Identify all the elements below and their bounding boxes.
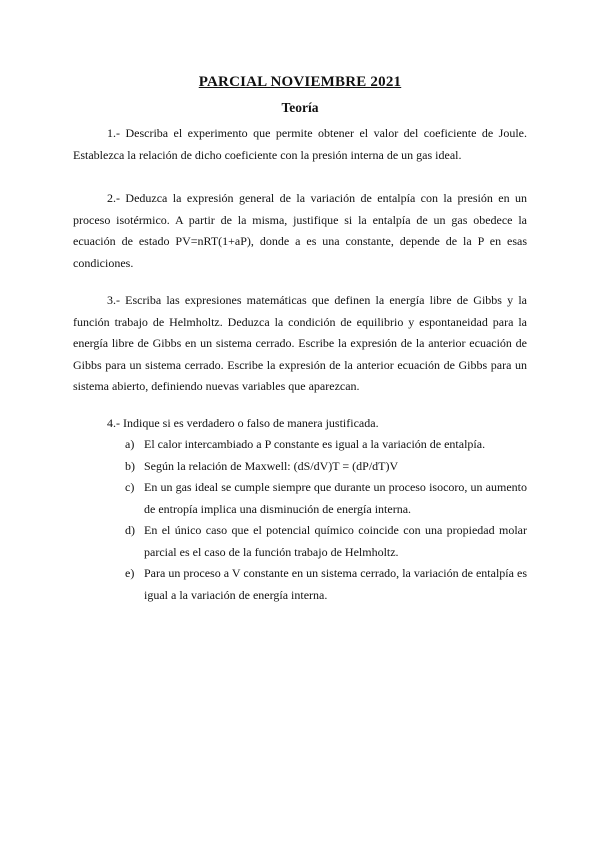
item-text: En un gas ideal se cumple siempre que durante un proceso isocoro, un aumento de entropía implica una disminución de energía interna.	[144, 480, 527, 516]
question-1: 1.- Describa el experimento que permite obtener el valor del coeficiente de Joule. Establezca la relación de dicho coeficiente con la presión interna de un gas ideal.	[73, 126, 527, 162]
item-text: Para un proceso a V constante en un sistema cerrado, la variación de entalpía es igual a la variación de energía interna.	[144, 566, 527, 602]
item-label: a)	[125, 437, 135, 451]
list-item	[73, 477, 527, 520]
item-label: c)	[125, 480, 135, 494]
question-4-items	[73, 434, 527, 606]
question-3: 3.- Escriba las expresiones matemáticas que definen la energía libre de Gibbs y la función trabajo de Helmholtz. Deduzca la condición de equilibrio y espontaneidad para la energía libre de Gibbs en un sistema cerrado. Escribe la expresión de la anterior ecuación de Gibbs para un sistema cerrado. Escribe la expresión de la anterior ecuación de Gibbs para un sistema abierto, definiendo nuevas variables que aparezcan.	[73, 293, 527, 393]
item-label: d)	[125, 523, 135, 537]
list-item	[73, 456, 527, 478]
list-item	[73, 520, 527, 563]
question-2: 2.- Deduzca la expresión general de la variación de entalpía con la presión en un proceso isotérmico. A partir de la misma, justifique si la entalpía de un gas obedece la ecuación de estado PV=nRT(1+aP), donde a es una constante, depende de la P en esas condiciones.	[73, 191, 527, 270]
item-text: El calor intercambiado a P constante es igual a la variación de entalpía.	[144, 437, 486, 451]
item-label: e)	[125, 566, 135, 580]
item-text: Según la relación de Maxwell: (dS/dV)T = (dP/dT)V	[144, 458, 399, 473]
section-subtitle: Teoría	[281, 100, 319, 115]
item-text: En el único caso que el potencial químico coincide con una propiedad molar parcial es el caso de la función trabajo de Helmholtz.	[144, 523, 527, 559]
item-label: b)	[125, 458, 135, 473]
list-item	[73, 434, 527, 456]
exam-title: PARCIAL NOVIEMBRE 2021	[198, 74, 402, 90]
list-item	[73, 563, 527, 606]
question-4: 4.- Indique si es verdadero o falso de manera justificada.	[107, 416, 379, 430]
